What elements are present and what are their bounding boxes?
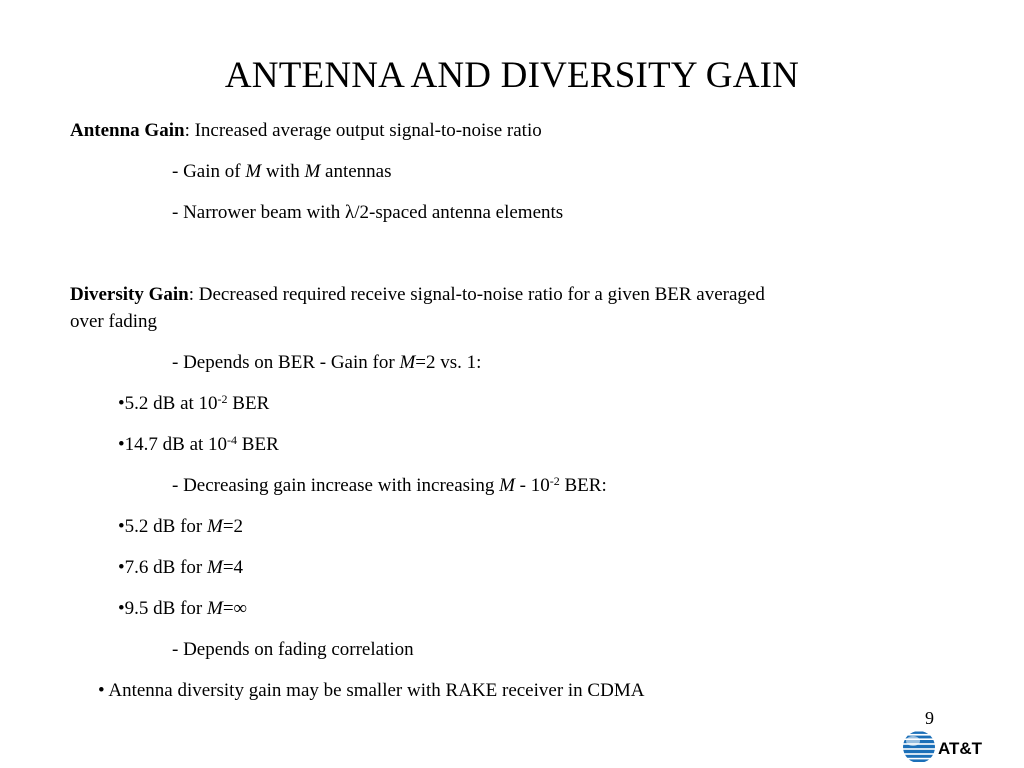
gain-of-m-text-b: with [261, 161, 305, 182]
bullet-text: •5.2 dB for [118, 516, 207, 537]
diversity-gain-line [70, 282, 765, 308]
variable-m: M [206, 598, 223, 619]
bullet-text: =2 [222, 516, 244, 537]
narrower-beam-text-b: /2-spaced antenna elements [354, 202, 564, 223]
gain-of-m-text-c: antennas [320, 161, 392, 182]
bullet-m-2 [118, 514, 243, 540]
depends-on-ber-line [172, 350, 481, 376]
rake-receiver-bullet: • Antenna diversity gain may be smaller with RAKE receiver in CDMA [98, 680, 645, 701]
decreasing-gain-text-b: - 10 [514, 475, 550, 496]
decreasing-gain-text-c: BER: [559, 475, 607, 496]
variable-m: M [206, 557, 223, 578]
bullet-text: •7.6 dB for [118, 557, 207, 578]
antenna-gain-description: : Increased average output signal-to-noise ratio [184, 120, 542, 141]
variable-m: M [245, 161, 262, 182]
globe-icon [901, 729, 937, 765]
slide-title: ANTENNA AND DIVERSITY GAIN [224, 55, 800, 96]
antenna-gain-heading: Antenna Gain [70, 120, 185, 141]
lambda-symbol: λ [345, 202, 355, 223]
bullet-text: •9.5 dB for [118, 598, 207, 619]
decreasing-gain-line [172, 473, 607, 499]
depends-on-ber-text-a: - Depends on BER - Gain for [172, 352, 400, 373]
bullet-m-infinity [118, 596, 247, 622]
diversity-gain-heading: Diversity Gain [70, 284, 189, 305]
page-number: 9 [925, 708, 934, 728]
gain-of-m-text-a: - Gain of [172, 161, 246, 182]
variable-m: M [304, 161, 321, 182]
bullet-text: =∞ [222, 598, 248, 619]
bullet-text: BER [237, 434, 279, 455]
bullet-text: =4 [222, 557, 244, 578]
variable-m: M [399, 352, 416, 373]
bullet-14-7-db-ber [118, 432, 279, 458]
fading-correlation-line: - Depends on fading correlation [172, 639, 414, 660]
bullet-5-2-db-ber [118, 391, 269, 417]
exponent: -4 [227, 432, 238, 447]
diversity-gain-line-2: over fading [70, 311, 158, 332]
variable-m: M [499, 475, 515, 496]
bullet-m-4 [118, 555, 243, 581]
bullet-text: BER [227, 393, 270, 414]
narrower-beam-line [172, 200, 563, 226]
bullet-text: •5.2 dB at 10 [118, 393, 218, 414]
antenna-gain-line [70, 118, 542, 144]
gain-of-m-line [172, 159, 392, 185]
bullet-text: •14.7 dB at 10 [118, 434, 228, 455]
att-logo [901, 729, 991, 765]
depends-on-ber-text-b: =2 vs. 1: [415, 352, 482, 373]
att-logo-text: AT&T [938, 739, 983, 758]
variable-m: M [206, 516, 223, 537]
decreasing-gain-text-a: - Decreasing gain increase with increasing [172, 475, 500, 496]
narrower-beam-text-a: - Narrower beam with [172, 202, 346, 223]
exponent: -2 [549, 473, 560, 488]
exponent: -2 [217, 391, 228, 406]
diversity-gain-description: : Decreased required receive signal-to-noise ratio for a given BER averaged [188, 284, 765, 305]
